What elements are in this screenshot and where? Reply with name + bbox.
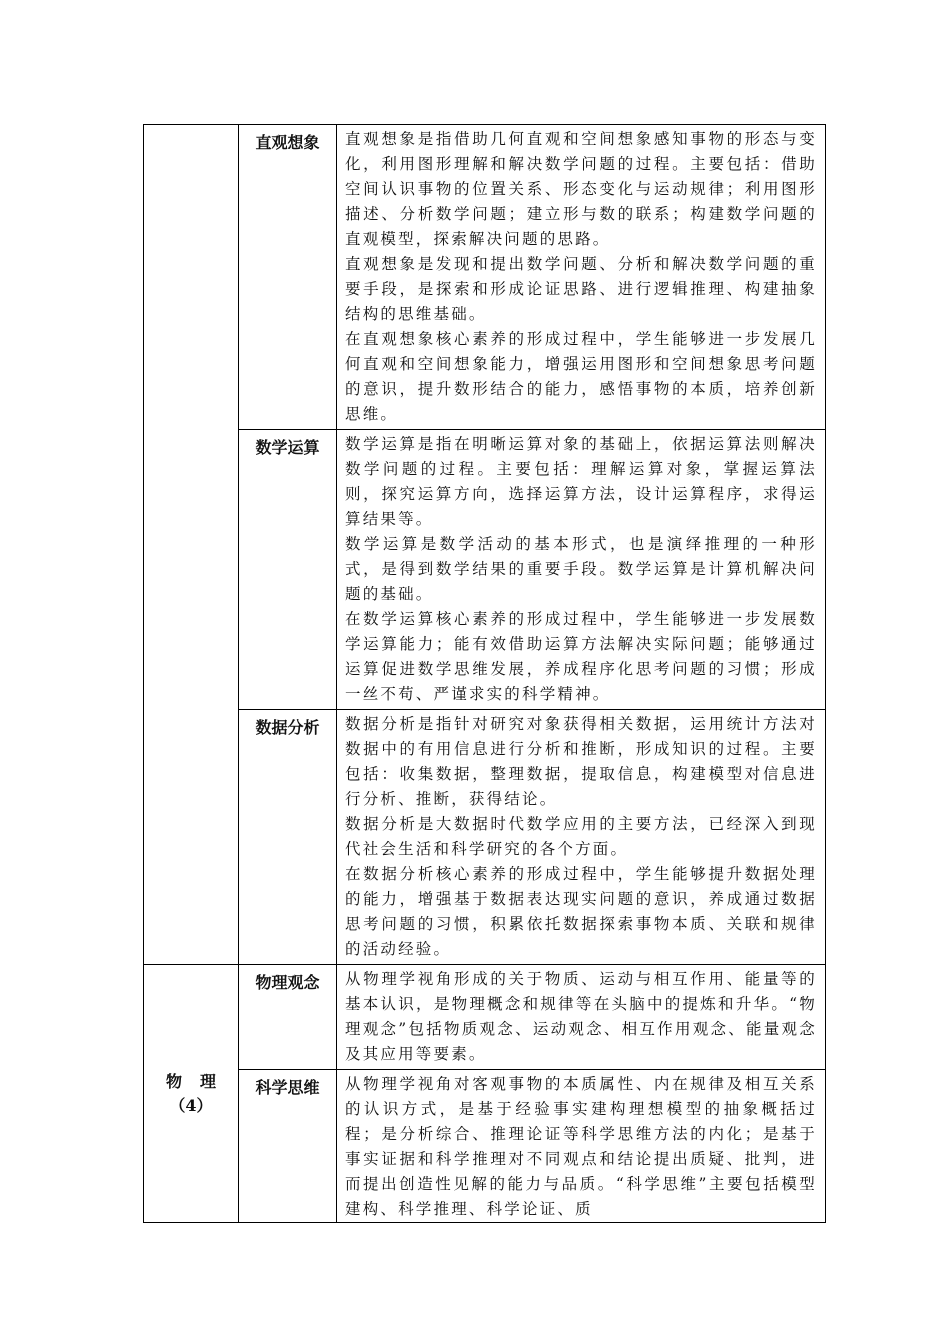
table-row (144, 430, 826, 710)
description-clip (345, 1072, 817, 1218)
table-row (144, 125, 826, 430)
table-row (144, 710, 826, 965)
term-cell (239, 430, 337, 710)
term-cell (239, 710, 337, 965)
description-paragraph: 数据分析是大数据时代数学应用的主要方法，已经深入到现代社会生活和科学研究的各个方面。 (345, 815, 817, 858)
term-label: 数据分析 (255, 718, 320, 737)
subject-name: 物理 (165, 1071, 234, 1091)
term-label: 直观想象 (255, 133, 320, 152)
description-paragraph: 数据分析是指针对研究对象获得相关数据，运用统计方法对数据中的有用信息进行分析和推断，形成知识的过程。主要包括：收集数据，整理数据，提取信息，构建模型对信息进行分析、推断，获得结论。 (345, 715, 817, 808)
description-paragraph: 直观想象是发现和提出数学问题、分析和解决数学问题的重要手段，是探索和形成论证思路、进行逻辑推理、构建抽象结构的思维基础。 (345, 255, 817, 323)
description-cell (337, 430, 826, 710)
subject-cell-empty (144, 125, 239, 965)
description-paragraph: 从物理学视角形成的关于物质、运动与相互作用、能量等的基本认识，是物理概念和规律等在头脑中的提炼和升华。“物理观念”包括物质观念、运动观念、相互作用观念、能量观念及其应用等要素。 (345, 970, 817, 1063)
description-paragraph: 数学运算是指在明晰运算对象的基础上，依据运算法则解决数学问题的过程。主要包括：理解运算对象，掌握运算法则，探究运算方向，选择运算方法，设计运算程序，求得运算结果等。 (345, 435, 817, 528)
subject-cell (144, 965, 239, 1223)
description-paragraph: 数学运算是数学活动的基本形式，也是演绎推理的一种形式，是得到数学结果的重要手段。数学运算是计算机解决问题的基础。 (345, 535, 817, 603)
term-cell (239, 965, 337, 1070)
description-paragraph: 在数据分析核心素养的形成过程中，学生能够提升数据处理的能力，增强基于数据表达现实问题的意识，养成通过数据思考问题的习惯，积累依托数据探索事物本质、关联和规律的活动经验。 (345, 865, 817, 958)
core-literacy-table (143, 124, 826, 1223)
description-cell (337, 1070, 826, 1223)
description-paragraph: 直观想象是指借助几何直观和空间想象感知事物的形态与变化，利用图形理解和解决数学问题的过程。主要包括：借助空间认识事物的位置关系、形态变化与运动规律；利用图形描述、分析数学问题；建立形与数的联系；构建数学问题的直观模型，探索解决问题的思路。 (345, 130, 817, 248)
description-cell (337, 125, 826, 430)
description-paragraph: 在数学运算核心素养的形成过程中，学生能够进一步发展数学运算能力；能有效借助运算方法解决实际问题；能够通过运算促进数学思维发展，养成程序化思考问题的习惯；形成一丝不苟、严谨求实的科学精神。 (345, 610, 817, 703)
table-row (144, 965, 826, 1070)
subject-count: （4） (169, 1095, 213, 1115)
table-row (144, 1070, 826, 1223)
description-cell (337, 965, 826, 1070)
term-label: 物理观念 (255, 973, 320, 992)
description-paragraph: 从物理学视角对客观事物的本质属性、内在规律及相互关系的认识方式，是基于经验事实建构理想模型的抽象概括过程；是分析综合、推理论证等科学思维方法的内化；是基于事实证据和科学推理对不同观点和结论提出质疑、批判，进而提出创造性见解的能力与品质。“科学思维”主要包括模型建构、科学推理、科学论证、质 (345, 1075, 817, 1218)
term-cell (239, 1070, 337, 1223)
term-cell (239, 125, 337, 430)
description-paragraph: 在直观想象核心素养的形成过程中，学生能够进一步发展几何直观和空间想象能力，增强运用图形和空间想象思考问题的意识，提升数形结合的能力，感悟事物的本质，培养创新思维。 (345, 330, 817, 423)
description-cell (337, 710, 826, 965)
term-label: 数学运算 (255, 438, 320, 457)
term-label: 科学思维 (255, 1078, 320, 1097)
